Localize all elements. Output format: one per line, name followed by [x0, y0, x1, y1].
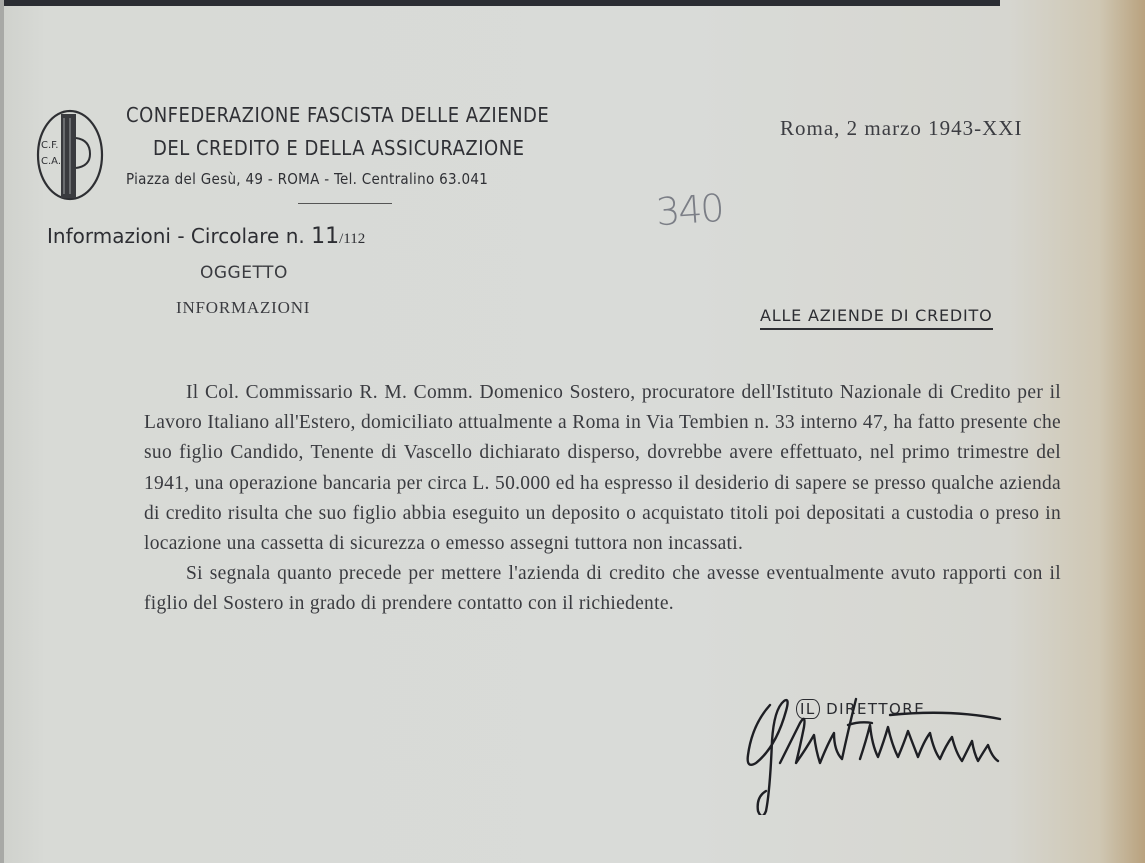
letterhead-rule: [298, 203, 392, 204]
circular-label: Informazioni - Circolare n.: [47, 224, 305, 248]
recipient-heading: ALLE AZIENDE DI CREDITO: [760, 306, 993, 330]
logo-text-cf: C.F.: [41, 140, 59, 151]
letter-date: Roma, 2 marzo 1943-XXI: [780, 116, 1023, 140]
letter-body: [144, 378, 1061, 620]
confederation-logo: [36, 108, 104, 202]
signature-title-il: IL: [796, 699, 820, 719]
body-paragraph-1: Il Col. Commissario R. M. Comm. Domenico Sostero, procuratore dell'Istituto Nazionale di Credito per il Lavoro Italiano all'Estero, domiciliato attualmente a Roma in Via Tembien n. 33 interno 47, ha fatto presente che suo figlio Candido, Tenente di Vascello dichiarato disperso, dovrebbe avere effettuato, nel primo trimestre del 1941, una operazione bancaria per circa L. 50.000 ed ha espresso il desiderio di sapere se presso qualche azienda di credito risulta che suo figlio abbia eseguito un deposito o acquistato titoli poi depositati a custodia o preso in locazione una cassetta di sicurezza o emesso assegni tuttora non incassati.: [144, 382, 1061, 555]
org-name-line1: CONFEDERAZIONE FASCISTA DELLE AZIENDE: [126, 103, 550, 127]
circular-heading: [47, 224, 365, 249]
top-dark-edge: [0, 0, 1000, 6]
logo-text-ca: C.A.: [41, 156, 62, 167]
left-page-edge: [0, 0, 4, 863]
handwritten-signature: [740, 685, 1050, 815]
body-paragraph-2: Si segnala quanto precede per mettere l'azienda di credito che avesse eventualmente avuto rapporti con il figlio del Sostero in grado di prendere contatto con il richiedente.: [144, 563, 1061, 615]
org-address: Piazza del Gesù, 49 - ROMA - Tel. Centralino 63.041: [126, 170, 489, 188]
handwritten-page-number: 340: [654, 185, 724, 235]
subject-value: INFORMAZIONI: [176, 298, 311, 317]
subject-label: OGGETTO: [200, 263, 288, 283]
circular-sub-number: /112: [339, 231, 366, 247]
circular-number: 11: [311, 224, 340, 249]
signature-title-direttore: DIRETTORE: [826, 700, 926, 718]
org-name-line2: DEL CREDITO E DELLA ASSICURAZIONE: [153, 136, 525, 160]
